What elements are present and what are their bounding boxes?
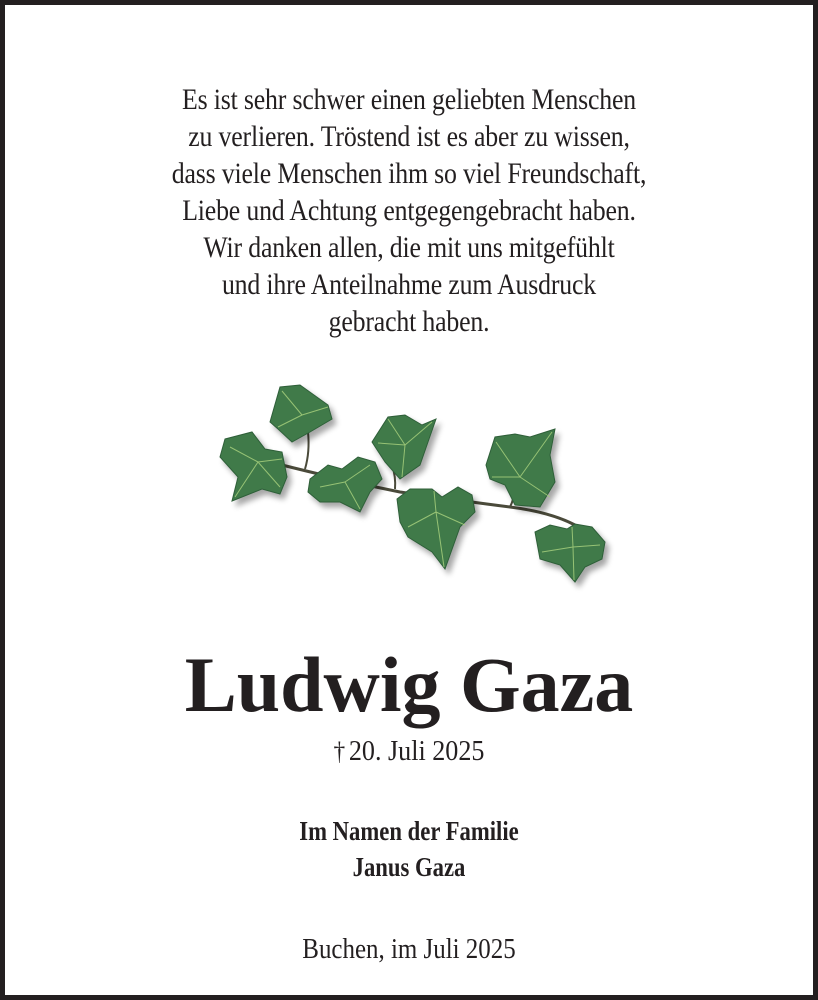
deceased-name: Ludwig Gaza — [184, 641, 634, 728]
verse-line: Liebe und Achtung entgegengebracht haben. — [182, 194, 636, 227]
signature-line-1: Im Namen der Familie — [299, 816, 519, 846]
ivy-branch-icon — [210, 377, 630, 597]
place-and-date: Buchen, im Juli 2025 — [302, 933, 516, 965]
death-date-line — [45, 733, 772, 770]
verse-line: Wir danken allen, die mit uns mitgefühlt — [203, 231, 615, 264]
cross-icon: † — [333, 737, 346, 766]
verse-line: zu verlieren. Tröstend ist es aber zu wissen, — [188, 120, 630, 153]
signature-block — [70, 813, 749, 885]
death-date: 20. Juli 2025 — [348, 735, 485, 767]
verse-line: gebracht haben. — [328, 305, 490, 338]
verse-line: Es ist sehr schwer einen geliebten Menschen — [182, 83, 636, 116]
signature-line-2: Janus Gaza — [352, 852, 466, 882]
verse-line: dass viele Menschen ihm so viel Freundschaft, — [171, 157, 647, 190]
verse-line: und ihre Anteilnahme zum Ausdruck — [221, 268, 597, 301]
thank-you-verse — [62, 81, 757, 340]
